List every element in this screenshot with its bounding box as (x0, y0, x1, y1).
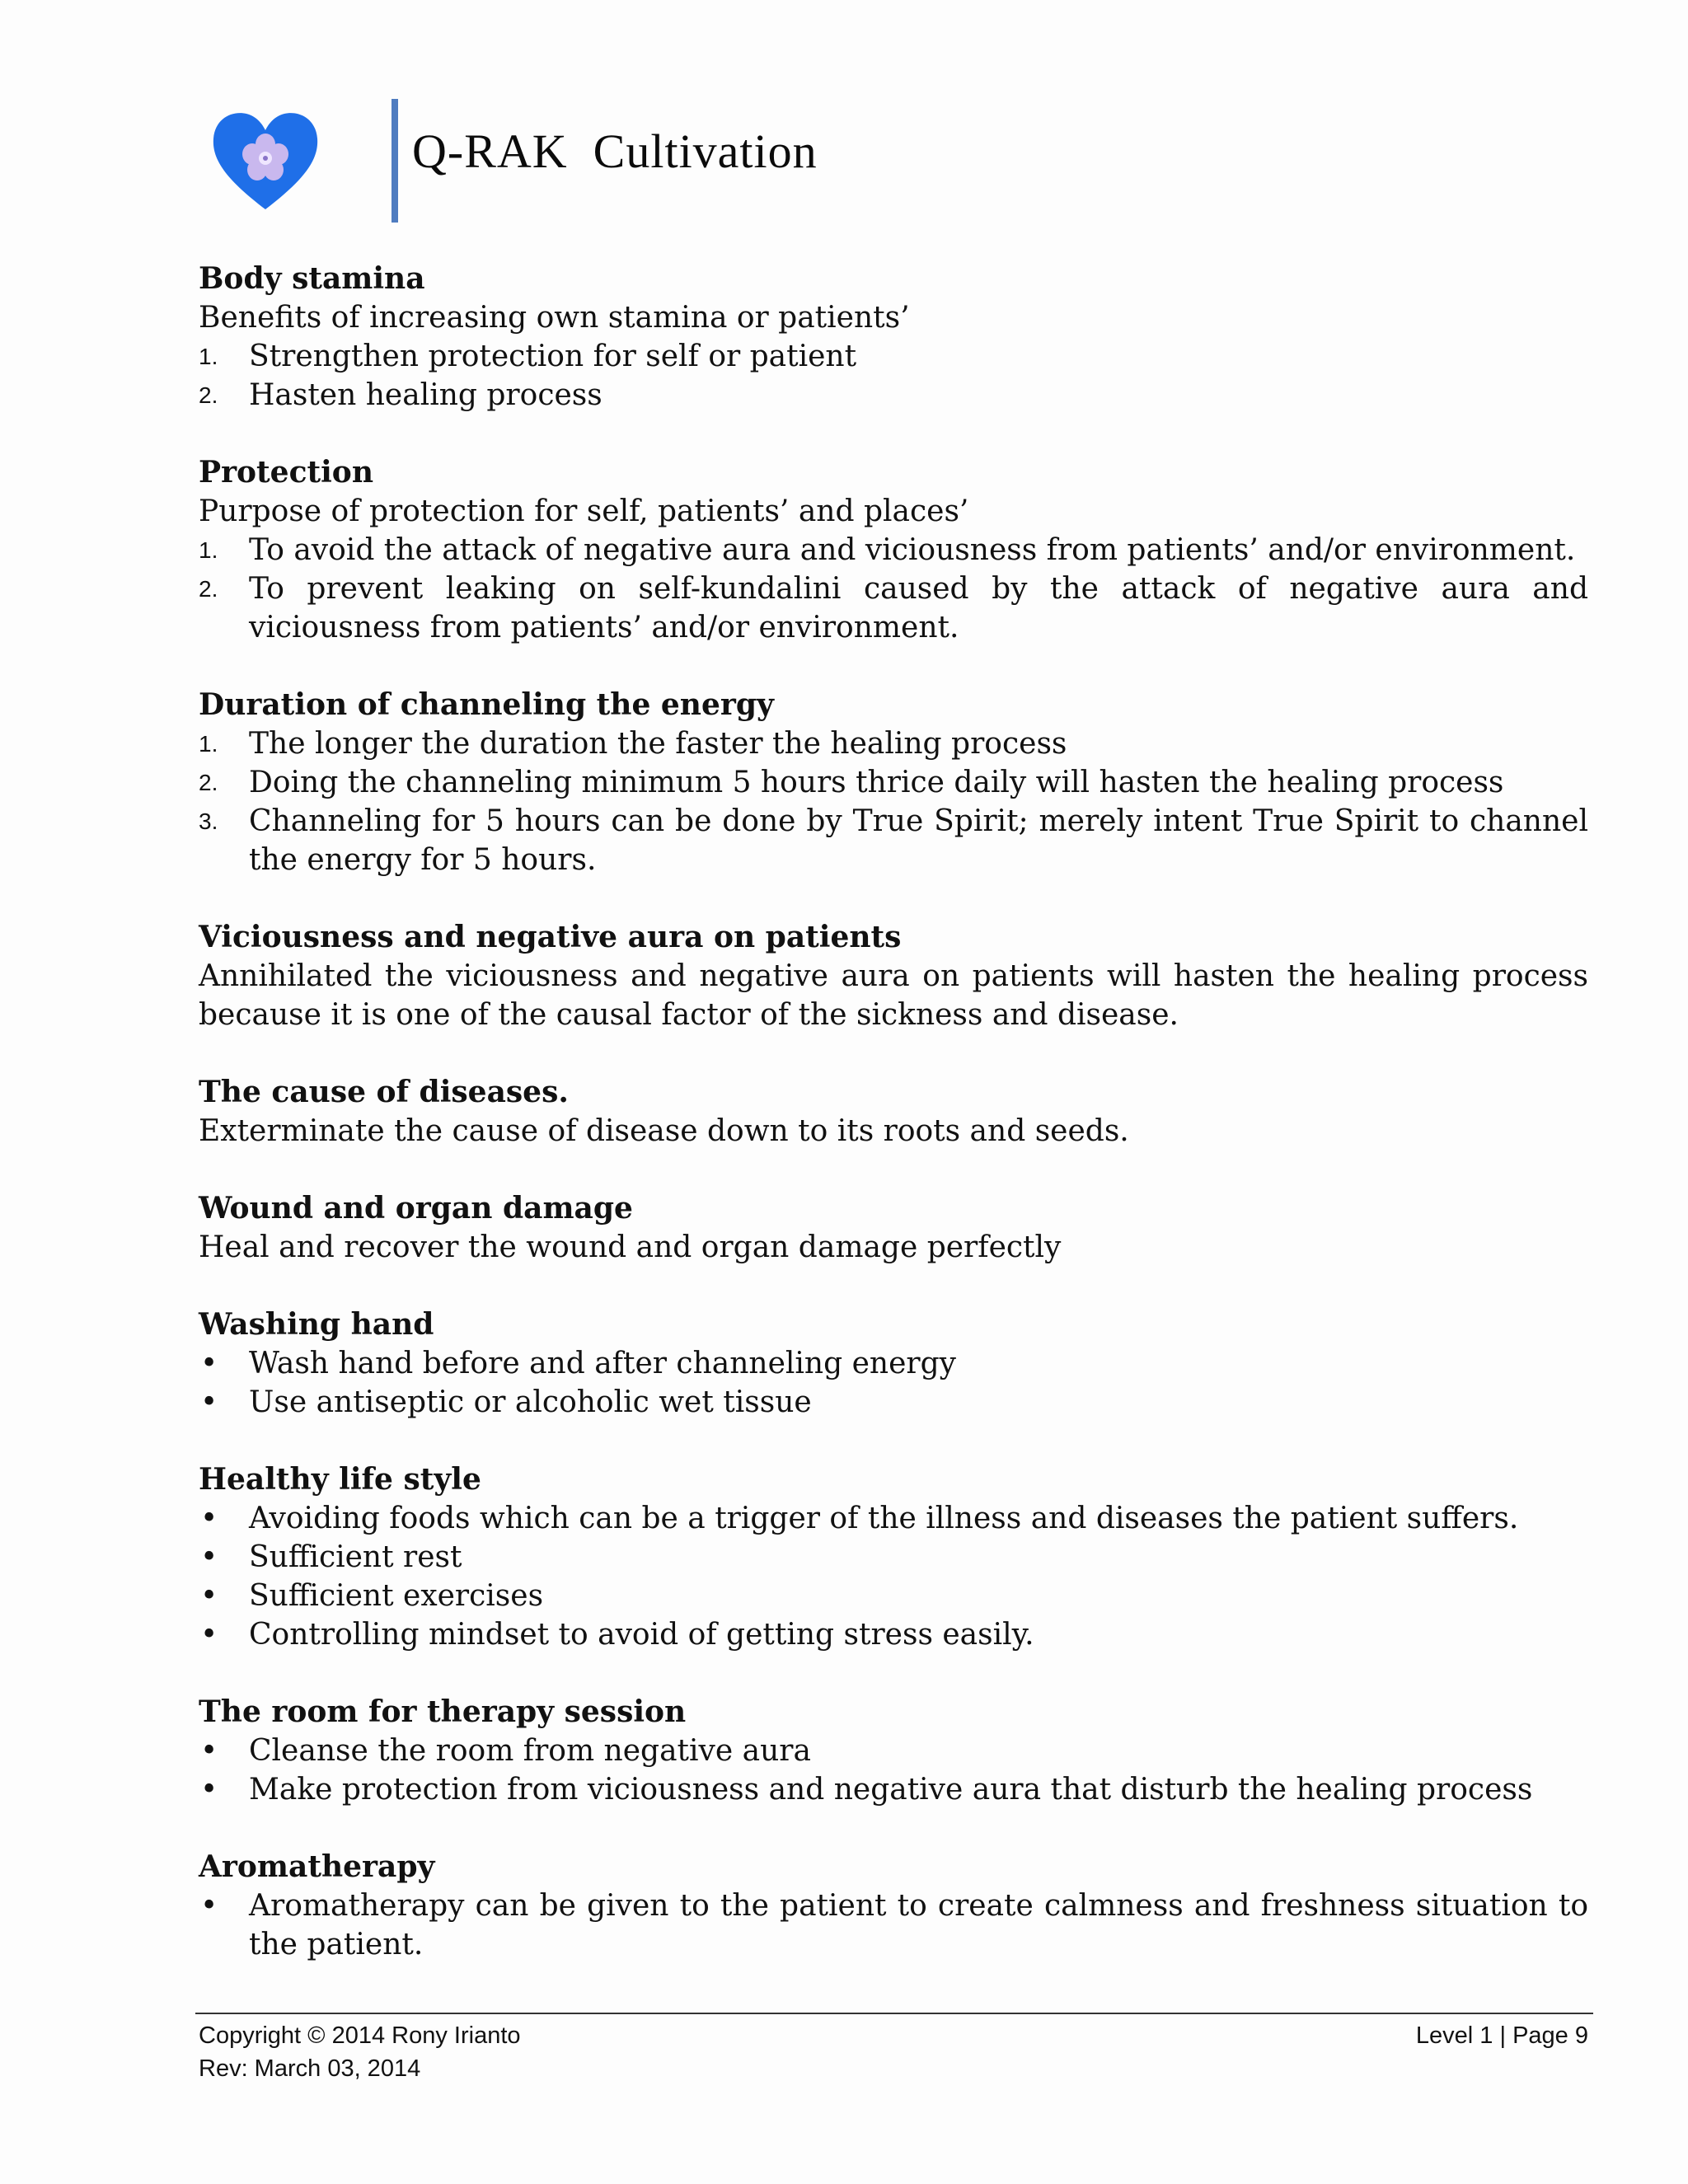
section (199, 686, 1588, 879)
list-item-text: Controlling mindset to avoid of getting stress easily. (249, 1618, 1034, 1652)
list-number: 1. (199, 537, 218, 563)
list-item-text: Aromatherapy can be given to the patient to create calmness and freshness situation to the patient. (249, 1889, 1588, 1961)
list-item (199, 724, 1588, 763)
bullet-icon: • (200, 1385, 218, 1419)
list-item (199, 1886, 1588, 1964)
list-item-text: Use antiseptic or alcoholic wet tissue (249, 1385, 812, 1419)
footer-copyright: Copyright © 2014 Rony Irianto (199, 2022, 521, 2049)
bullet-icon: • (200, 1502, 218, 1535)
section (199, 918, 1588, 1034)
list-item (199, 763, 1588, 802)
list-item (199, 1538, 1588, 1577)
bullet-list (199, 1344, 1588, 1422)
bullet-list (199, 1732, 1588, 1809)
list-item-text: To prevent leaking on self-kundalini caused by the attack of negative aura and viciousness from patients’ and/or environment. (249, 572, 1588, 644)
section (199, 1073, 1588, 1151)
footer-divider (195, 2013, 1593, 2014)
section (199, 453, 1588, 647)
list-item (199, 531, 1588, 569)
bullet-list (199, 1886, 1588, 1964)
list-item (199, 1499, 1588, 1538)
list-item-text: Make protection from viciousness and negative aura that disturb the healing process (249, 1773, 1533, 1807)
list-item-text: To avoid the attack of negative aura and viciousness from patients’ and/or environment. (249, 533, 1576, 567)
list-item-text: Wash hand before and after channeling energy (249, 1347, 956, 1380)
section-heading: Wound and organ damage (199, 1191, 633, 1226)
list-item-text: Avoiding foods which can be a trigger of the illness and diseases the patient suffers. (249, 1502, 1519, 1535)
list-number: 1. (199, 344, 218, 369)
section-paragraph: Purpose of protection for self, patients’ and places’ (199, 494, 969, 528)
footer-revision: Rev: March 03, 2014 (199, 2055, 421, 2082)
section-paragraph: Exterminate the cause of disease down to its roots and seeds. (199, 1114, 1129, 1148)
list-item-text: Sufficient exercises (249, 1579, 544, 1613)
bullet-icon: • (200, 1579, 218, 1613)
list-number: 2. (199, 576, 218, 602)
section-paragraph: Benefits of increasing own stamina or patients’ (199, 301, 910, 335)
numbered-list (199, 724, 1588, 879)
list-item (199, 1770, 1588, 1809)
bullet-icon: • (200, 1734, 218, 1768)
list-item (199, 802, 1588, 879)
page-footer (199, 2019, 1588, 2085)
list-item-text: Cleanse the room from negative aura (249, 1734, 811, 1768)
heart-flower-logo-icon (210, 109, 321, 212)
bullet-icon: • (200, 1347, 218, 1380)
list-item (199, 1732, 1588, 1770)
bullet-list (199, 1499, 1588, 1654)
list-item (199, 376, 1588, 415)
document-body (199, 260, 1588, 2003)
list-number: 1. (199, 731, 218, 757)
section-heading: Washing hand (199, 1307, 434, 1342)
list-item (199, 569, 1588, 647)
document-title: Q-RAK Cultivation (412, 124, 818, 178)
list-item-text: Doing the channeling minimum 5 hours thrice daily will hasten the healing process (249, 766, 1504, 799)
section (199, 1460, 1588, 1654)
section-heading: Aromatherapy (199, 1849, 435, 1884)
section-paragraph: Heal and recover the wound and organ damage perfectly (199, 1230, 1062, 1264)
bullet-icon: • (200, 1889, 218, 1923)
list-item-text: Strengthen protection for self or patient (249, 340, 857, 373)
list-item-text: Sufficient rest (249, 1540, 462, 1574)
list-item (199, 1344, 1588, 1383)
section-heading: The cause of diseases. (199, 1075, 569, 1109)
list-item-text: Channeling for 5 hours can be done by True Spirit; merely intent True Spirit to channel the energy for 5 hours. (249, 804, 1588, 877)
section (199, 260, 1588, 415)
list-item (199, 1383, 1588, 1422)
section (199, 1848, 1588, 1964)
section-heading: Body stamina (199, 261, 425, 296)
list-number: 2. (199, 770, 218, 795)
section (199, 1305, 1588, 1422)
footer-page-label: Level 1 | Page 9 (1415, 2022, 1588, 2049)
list-item (199, 1577, 1588, 1615)
numbered-list (199, 337, 1588, 415)
bullet-icon: • (200, 1773, 218, 1807)
header-accent-bar (392, 99, 398, 223)
numbered-list (199, 531, 1588, 647)
list-item (199, 1615, 1588, 1654)
section-heading: Healthy life style (199, 1462, 481, 1497)
section-heading: Viciousness and negative aura on patients (199, 920, 902, 954)
section (199, 1693, 1588, 1809)
list-number: 2. (199, 382, 218, 408)
section (199, 1189, 1588, 1267)
list-item-text: The longer the duration the faster the healing process (249, 727, 1067, 761)
list-item-text: Hasten healing process (249, 378, 603, 412)
section-paragraph: Annihilated the viciousness and negative aura on patients will hasten the healing process because it is one of the causal factor of the sickness and disease. (199, 959, 1588, 1032)
list-number: 3. (199, 808, 218, 834)
section-heading: Duration of channeling the energy (199, 687, 774, 722)
list-item (199, 337, 1588, 376)
bullet-icon: • (200, 1540, 218, 1574)
bullet-icon: • (200, 1618, 218, 1652)
section-heading: Protection (199, 455, 373, 490)
section-heading: The room for therapy session (199, 1694, 687, 1729)
